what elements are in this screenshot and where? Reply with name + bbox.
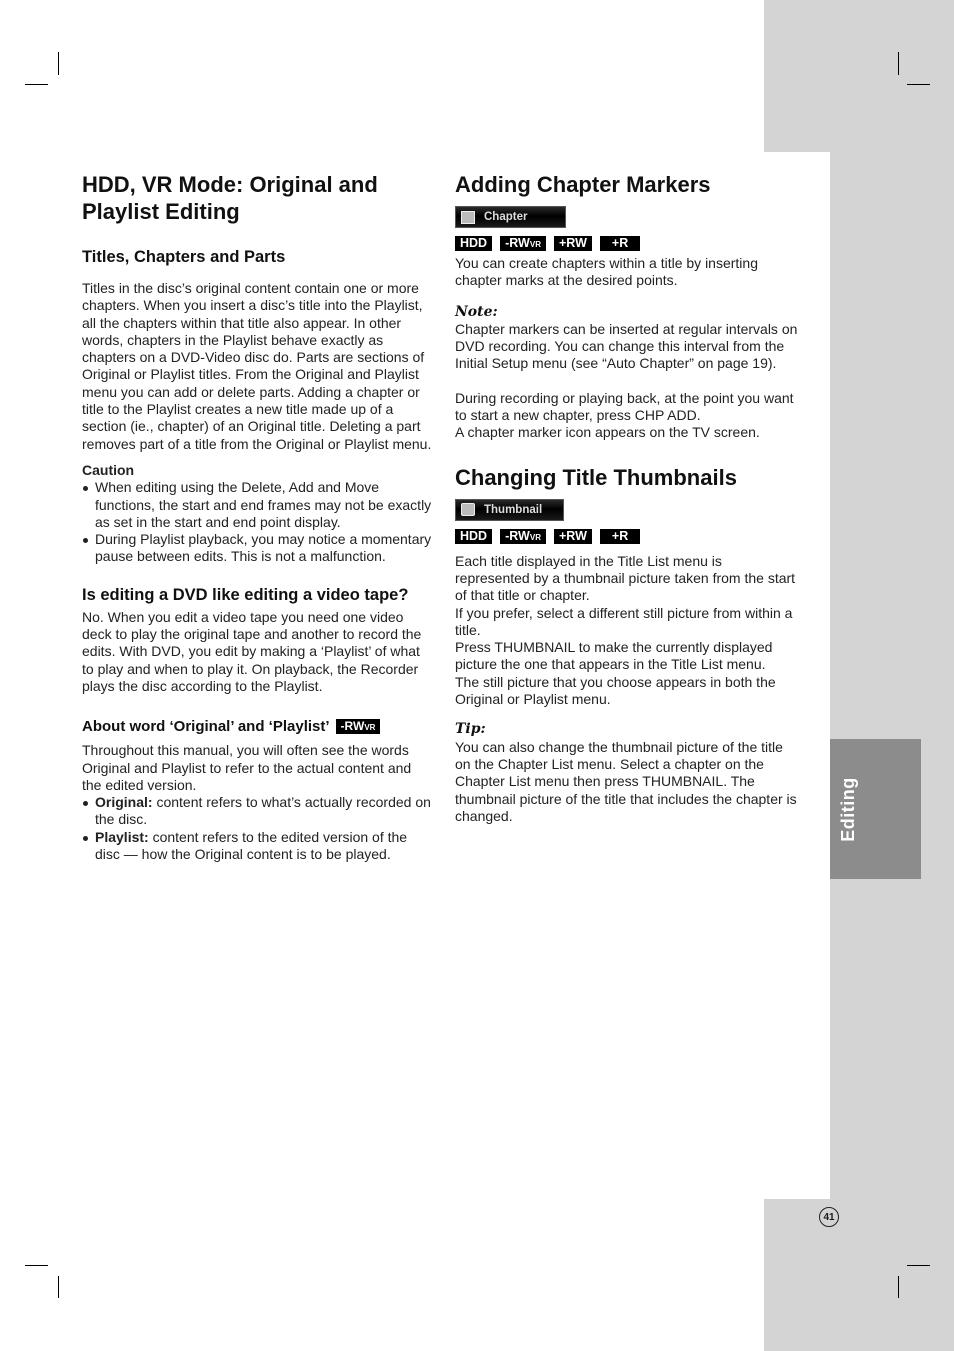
chapter-body: [455, 255, 800, 442]
chapter-menu-label: Chapter: [484, 211, 528, 223]
tip-title: Tip:: [455, 721, 486, 738]
camera-icon: [461, 503, 475, 516]
section-heading-original-playlist: [82, 716, 434, 737]
chapter-title: Adding Chapter Markers: [455, 172, 711, 197]
caution-item: During Playlist playback, you may notice a momentary pause between edits. This is not a malfunction.: [82, 531, 434, 566]
page-number: 41: [819, 1207, 839, 1227]
video-tape-paragraph: No. When you edit a video tape you need one video deck to play the original tape and another to record the edits. With DVD, you edit by making a ‘Playlist’ of what to play and when to play it. On playback, the Recorder plays the disc according to the Playlist.: [82, 608, 422, 694]
thumbnail-paragraph-1: Each title displayed in the Title List menu is represented by a thumbnail picture taken from the start of that title or chapter.: [455, 552, 796, 604]
thumbnail-paragraph-2: If you prefer, select a different still picture from within a title.: [455, 604, 793, 638]
badge-plus-rw: +RW: [554, 529, 592, 544]
definition-text: content refers to the edited version of the disc — how the Original content is to be played.: [95, 828, 408, 863]
definition-item: [82, 829, 434, 864]
badge-rw-sub: VR: [529, 532, 541, 542]
section-original-playlist-body: [82, 742, 434, 863]
crop-mark: [898, 1276, 899, 1298]
note-title: Note:: [455, 303, 498, 320]
thumbnail-menu-image: [455, 499, 564, 521]
chapter-intro: You can create chapters within a title by inserting chapter marks at the desired points.: [455, 255, 758, 289]
badge-rw-sub: VR: [529, 240, 541, 249]
definition-text: content refers to what’s actually recorded on the disc.: [95, 794, 431, 828]
margin-band-top: [764, 0, 954, 152]
badge-hdd: HDD: [455, 529, 492, 544]
chapter-menu-image: [455, 206, 566, 228]
disc-badge-rw-sub: VR: [364, 723, 376, 733]
original-playlist-paragraph: Throughout this manual, you will often see the words Original and Playlist to refer to the actual content and the edited version.: [82, 742, 412, 793]
note-text: Chapter markers can be inserted at regular intervals on DVD recording. You can change this interval from the Initial Setup menu (see “Auto Chapter” on page 19).: [455, 320, 798, 372]
thumbnail-disc-badges: [455, 529, 800, 544]
margin-band-middle: [830, 152, 954, 1199]
badge-plus-rw: +RW: [554, 236, 592, 251]
crop-mark: [58, 52, 59, 75]
definition-item: [82, 794, 434, 829]
crop-mark: [25, 84, 48, 85]
thumbnail-body: [455, 553, 800, 825]
badge-rw-main: -RW: [505, 236, 530, 250]
caution-label: Caution: [82, 461, 135, 478]
margin-band-bottom: [764, 1199, 954, 1351]
caution-item: When editing using the Delete, Add and Move functions, the start and end frames may not be exactly as set in the start and end point display.: [82, 479, 434, 531]
chapter-paragraph-3: A chapter marker icon appears on the TV screen.: [455, 424, 760, 441]
badge-rw-vr: [500, 236, 546, 251]
section-tab-label: [830, 739, 866, 879]
section-video-tape-body: [82, 609, 434, 695]
thumbnail-title: Changing Title Thumbnails: [455, 464, 737, 490]
titles-paragraph: Titles in the disc’s original content contain one or more chapters. When you insert a disc’s title into the Playlist, all the chapters within that title also appear. In other words, chapters in the Playlist behave exactly as chapters on a DVD-Video disc do. Parts are sections of Original or Playlist titles. From the Original and Playlist menu you can add or delete parts. Adding a chapter or title to the Playlist creates a new title made up of a section (ie., chapter) of an Original title. Deleting a part removes part of a title from the Original or Playlist menu.: [82, 280, 432, 452]
chapter-disc-badges: [455, 236, 800, 251]
disc-badge-rw-vr: [336, 719, 381, 734]
thumbnail-paragraph-4: The still picture that you choose appears in both the Original or Playlist menu.: [455, 673, 776, 708]
crop-mark: [907, 84, 930, 85]
right-column: [455, 171, 800, 825]
crop-mark: [907, 1265, 930, 1266]
crop-mark: [25, 1265, 48, 1266]
section-heading-titles: Titles, Chapters and Parts: [82, 248, 286, 266]
disc-badge-rw-main: -RW: [340, 719, 365, 734]
section-titles-body: [82, 280, 434, 566]
chapter-paragraph-2: During recording or playing back, at the point you want to start a new chapter, press CHP ADD.: [455, 389, 794, 424]
crop-mark: [898, 52, 899, 75]
definition-term: Playlist:: [95, 828, 149, 845]
badge-plus-r: +R: [600, 529, 640, 544]
crop-mark: [58, 1276, 59, 1298]
tip-text: You can also change the thumbnail picture of the title on the Chapter List menu. Select a chapter on the Chapter List menu then press THUMBNAIL. The thumbnail picture of the title that includes the chapter is changed.: [455, 738, 797, 824]
definition-term: Original:: [95, 794, 153, 811]
thumbnail-paragraph-3: Press THUMBNAIL to make the currently displayed picture the one that appears in the Title List menu.: [455, 639, 773, 673]
section-tab-text: Editing: [837, 776, 858, 842]
badge-plus-r: +R: [600, 236, 640, 251]
original-playlist-heading-text: About word ‘Original’ and ‘Playlist’: [82, 718, 330, 736]
left-column: [82, 171, 434, 863]
section-heading-video-tape: Is editing a DVD like editing a video tape?: [82, 585, 409, 604]
badge-rw-vr: [500, 529, 546, 544]
thumbnail-menu-label: Thumbnail: [484, 503, 543, 516]
badge-rw-main: -RW: [505, 528, 530, 543]
page-title: HDD, VR Mode: Original and Playlist Editing: [82, 172, 378, 224]
film-icon: [461, 211, 475, 224]
badge-hdd: HDD: [455, 236, 492, 251]
